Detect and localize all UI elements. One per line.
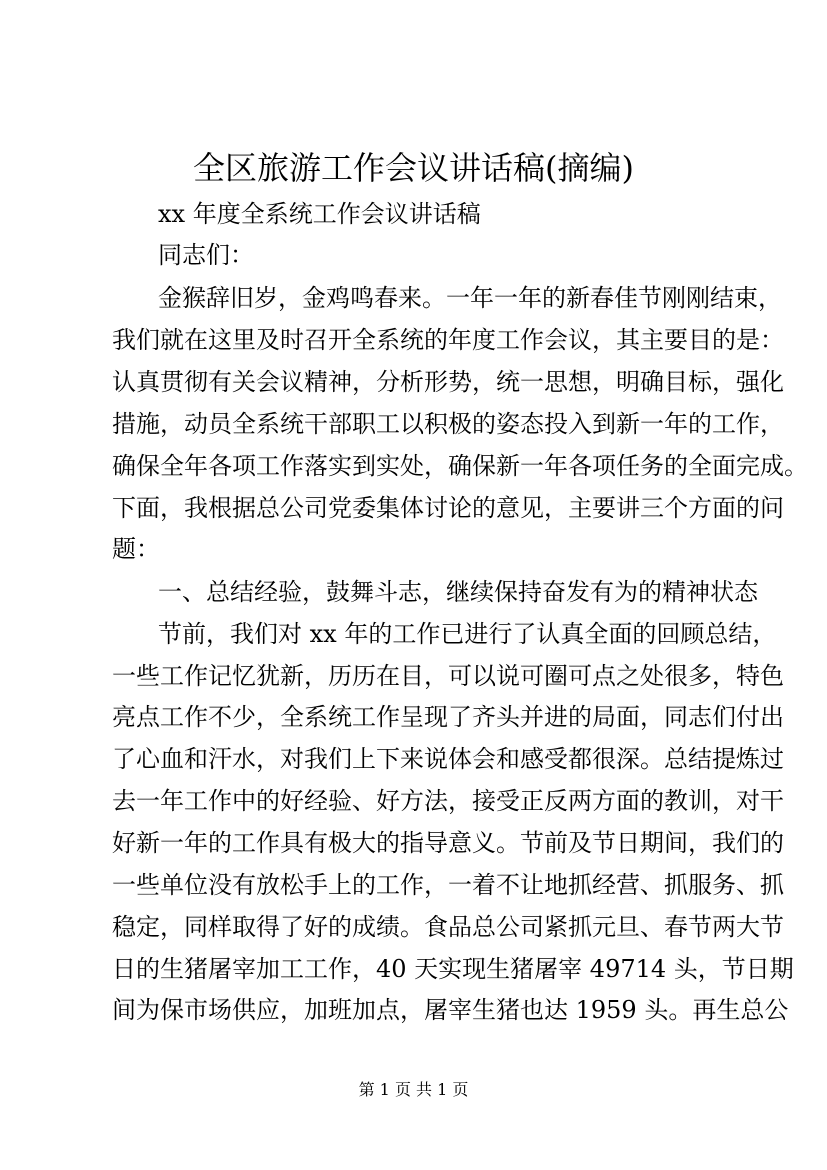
salutation: 同志们： <box>158 241 254 269</box>
paragraph-line: 一些工作记忆犹新，历历在目，可以说可圈可点之处很多，特色 <box>112 662 784 690</box>
paragraph-line: 亮点工作不少，全系统工作呈现了齐头并进的局面，同志们付出 <box>112 703 784 731</box>
paragraph-line: 确保全年各项工作落实到实处，确保新一年各项任务的全面完成。 <box>112 452 808 480</box>
paragraph-line: 我们就在这里及时召开全系统的年度工作会议，其主要目的是： <box>112 326 784 354</box>
paragraph-line: 节前，我们对 xx 年的工作已进行了认真全面的回顾总结， <box>158 620 777 648</box>
paragraph-line: 去一年工作中的好经验、好方法，接受正反两方面的教训，对干 <box>112 787 784 815</box>
document-subtitle: xx 年度全系统工作会议讲话稿 <box>158 200 481 228</box>
paragraph-line: 好新一年的工作具有极大的指导意义。节前及节日期间，我们的 <box>112 829 784 857</box>
paragraph-line: 认真贯彻有关会议精神，分析形势，统一思想，明确目标，强化 <box>112 368 784 396</box>
page-footer: 第 1 页 共 1 页 <box>358 1080 469 1099</box>
paragraph-line: 稳定，同样取得了好的成绩。食品总公司紧抓元旦、春节两大节 <box>112 913 784 941</box>
paragraph-line: 措施，动员全系统干部职工以积极的姿态投入到新一年的工作， <box>112 410 784 438</box>
paragraph-line: 金猴辞旧岁，金鸡鸣春来。一年一年的新春佳节刚刚结束， <box>158 284 782 312</box>
paragraph-line: 下面，我根据总公司党委集体讨论的意见，主要讲三个方面的问 <box>112 494 784 522</box>
paragraph-line: 日的生猪屠宰加工工作，40 天实现生猪屠宰 49714 头，节日期 <box>112 955 794 983</box>
section-heading: 一、总结经验，鼓舞斗志，继续保持奋发有为的精神状态 <box>158 578 758 606</box>
paragraph-line: 间为保市场供应，加班加点，屠宰生猪也达 1959 头。再生总公 <box>112 996 789 1024</box>
document-title: 全区旅游工作会议讲话稿(摘编) <box>193 149 634 187</box>
paragraph-line: 了心血和汗水，对我们上下来说体会和感受都很深。总结提炼过 <box>112 745 784 773</box>
paragraph-line: 题： <box>112 535 160 563</box>
paragraph-line: 一些单位没有放松手上的工作，一着不让地抓经营、抓服务、抓 <box>112 871 784 899</box>
